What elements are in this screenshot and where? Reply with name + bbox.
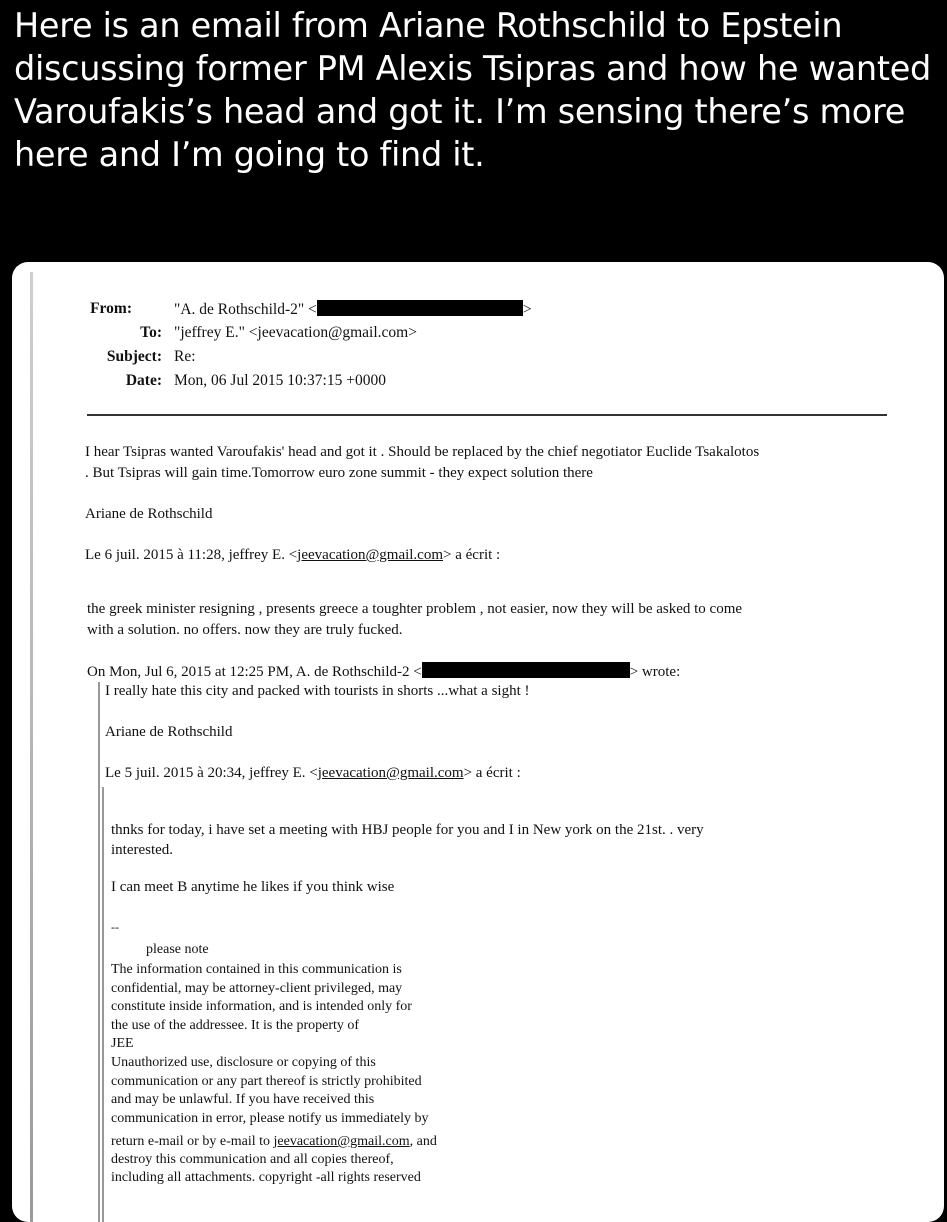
email-screenshot-image <box>12 262 944 1222</box>
disclaimer-line: and may be unlawful. If you have received this <box>111 1092 375 1108</box>
date-value: Mon, 06 Jul 2015 10:37:15 +0000 <box>174 372 386 389</box>
quote-header-2: On Mon, Jul 6, 2015 at 12:25 PM, A. de Rothschild-2 < > wrote: <box>87 664 681 680</box>
disclaimer-line: destroy this communication and all copies thereof, <box>111 1152 394 1167</box>
disclaimer-line: confidential, may be attorney-client privileged, may <box>111 980 403 996</box>
ariane-line: I really hate this city and packed with tourists in shorts ...what a sight ! <box>105 683 530 699</box>
signature-2: Ariane de Rothschild <box>105 724 233 740</box>
signature-1: Ariane de Rothschild <box>85 506 213 522</box>
disclaimer-line: the use of the addressee. It is the property of <box>111 1017 360 1033</box>
quote-bar-inner <box>102 787 104 1222</box>
disclaimer-line: including all attachments. copyright -all rights reserved <box>111 1170 421 1185</box>
body-line-1: I hear Tsipras wanted Varoufakis' head and got it . Should be replaced by the chief negotiator Euclide Tsakalotos <box>85 444 760 460</box>
disclaimer-line: communication or any part thereof is strictly prohibited <box>111 1073 422 1089</box>
quote-bar <box>98 682 100 1222</box>
redaction-bar <box>422 662 630 678</box>
disclaimer-line: JEE <box>111 1036 134 1052</box>
email-link[interactable]: jeevacation@gmail.com <box>297 547 444 563</box>
post-text: Here is an email from Ariane Rothschild to Epstein discussing former PM Alexis Tsipras and how he wanted Varoufakis’s head and got it. I’m sensing there’s more here and I’m going to find it. <box>14 6 931 174</box>
jeffrey-line-2b: interested. <box>111 842 174 858</box>
signature-dashes: -- <box>111 920 119 934</box>
subject-value: Re: <box>174 348 196 365</box>
body-line-2: . But Tsipras will gain time.Tomorrow euro zone summit - they expect solution there <box>85 465 593 481</box>
quote-header-1: Le 6 juil. 2015 à 11:28, jeffrey E. <jeevacation@gmail.com> a écrit : <box>85 547 501 563</box>
disclaimer-line: Unauthorized use, disclosure or copying of this <box>111 1055 376 1070</box>
jeffrey-line-3: I can meet B anytime he likes if you think wise <box>111 879 395 895</box>
date-label: Date: <box>125 372 162 389</box>
header-divider <box>87 414 887 416</box>
disclaimer-line: return e-mail or by e-mail to jeevacation@gmail.com, and <box>111 1134 437 1149</box>
from-value: "A. de Rothschild-2" < <box>174 301 317 318</box>
note-title: please note <box>146 942 209 957</box>
subject-label: Subject: <box>106 348 162 365</box>
disclaimer-line: communication in error, please notify us immediately by <box>111 1110 429 1126</box>
jeffrey-line-2a: thnks for today, i have set a meeting with HBJ people for you and I in New york on the 21st. . very <box>111 822 704 838</box>
email-link[interactable]: jeevacation@gmail.com <box>317 765 464 781</box>
redaction-bar <box>317 300 523 316</box>
to-label: To: <box>140 324 162 341</box>
to-value: "jeffrey E." <jeevacation@gmail.com> <box>174 324 417 341</box>
jeffrey-line-1b: with a solution. no offers. now they are truly fucked. <box>87 622 403 638</box>
jeffrey-line-1a: the greek minister resigning , presents greece a toughter problem , not easier, now they will be asked to come <box>87 601 743 617</box>
email-document <box>12 262 944 1222</box>
quote-header-3: Le 5 juil. 2015 à 20:34, jeffrey E. <jeevacation@gmail.com> a écrit : <box>105 765 521 781</box>
from-end: > <box>522 301 532 318</box>
disclaimer-line: The information contained in this communication is <box>111 962 402 977</box>
email-link[interactable]: jeevacation@gmail.com <box>273 1134 410 1149</box>
disclaimer-line: constitute inside information, and is intended only for <box>111 999 412 1015</box>
from-label: From: <box>90 300 132 317</box>
